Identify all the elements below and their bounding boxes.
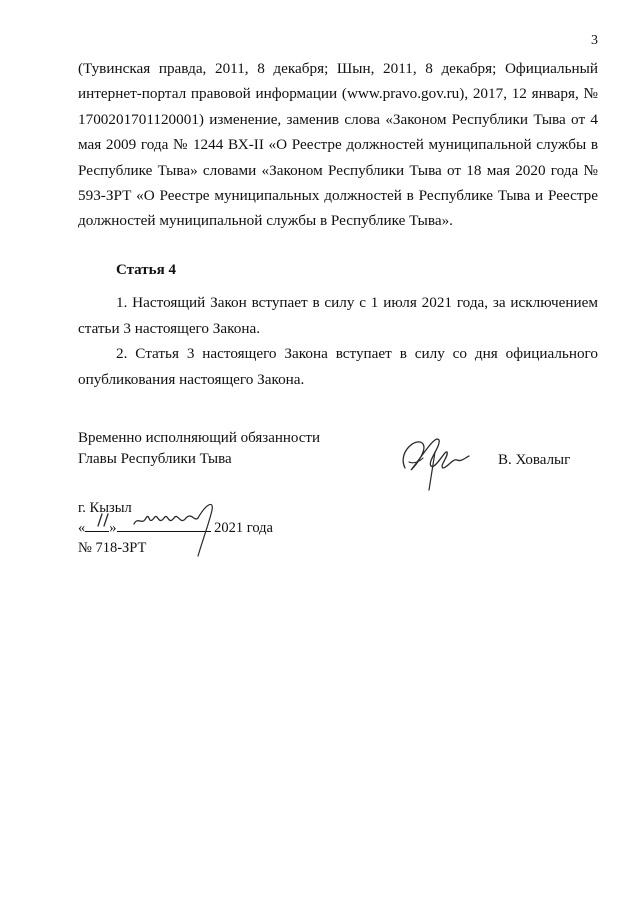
body-line: (Тувинская правда, 2011, 8 декабря; Шын, 2011, 8 декабря; Официальный bbox=[78, 60, 598, 77]
body-line: интернет-портал правовой информации (www.pravo.gov.ru), 2017, 12 января, № bbox=[78, 85, 598, 103]
signatory-name: В. Ховалыг bbox=[498, 452, 571, 468]
article-clauses bbox=[78, 290, 598, 392]
body-line: Республике Тыва» словами «Законом Республики Тыва от 18 мая 2020 года № bbox=[78, 161, 598, 179]
body-paragraph bbox=[78, 56, 598, 234]
signatory-title bbox=[78, 428, 320, 470]
date-open-quote: « bbox=[78, 520, 86, 536]
handwritten-signature bbox=[395, 422, 475, 494]
date-year: 2021 года bbox=[214, 520, 273, 536]
body-line: 1700201701120001) изменение, заменив слова «Законом Республики Тыва от 4 bbox=[78, 110, 598, 128]
place-of-signing: г. Кызыл bbox=[78, 500, 132, 516]
page-number: 3 bbox=[591, 33, 598, 48]
article-heading: Статья 4 bbox=[116, 262, 176, 278]
clause-1: 1. Настоящий Закон вступает в силу с 1 июля 2021 года, за исключением статьи 3 настоящего Закона. bbox=[78, 294, 598, 337]
signatory-title-line-1: Временно исполняющий обязанности bbox=[78, 430, 321, 446]
signatory-title-line-2: Главы Республики Тыва bbox=[78, 451, 232, 467]
body-line: должностей муниципальной службы в Республике Тыва». bbox=[78, 212, 453, 230]
date-close-quote: » bbox=[109, 520, 117, 536]
body-line: 593-ЗРТ «О Реестре муниципальных должностей в Республике Тыва и Реестре bbox=[78, 187, 598, 205]
body-line: мая 2009 года № 1244 ВХ-II «О Реестре должностей муниципальной службы в bbox=[78, 136, 598, 154]
law-number: № 718-ЗРТ bbox=[78, 540, 147, 556]
clause-2: 2. Статья 3 настоящего Закона вступает в силу со дня официального опубликования настоящего Закона. bbox=[78, 345, 598, 388]
